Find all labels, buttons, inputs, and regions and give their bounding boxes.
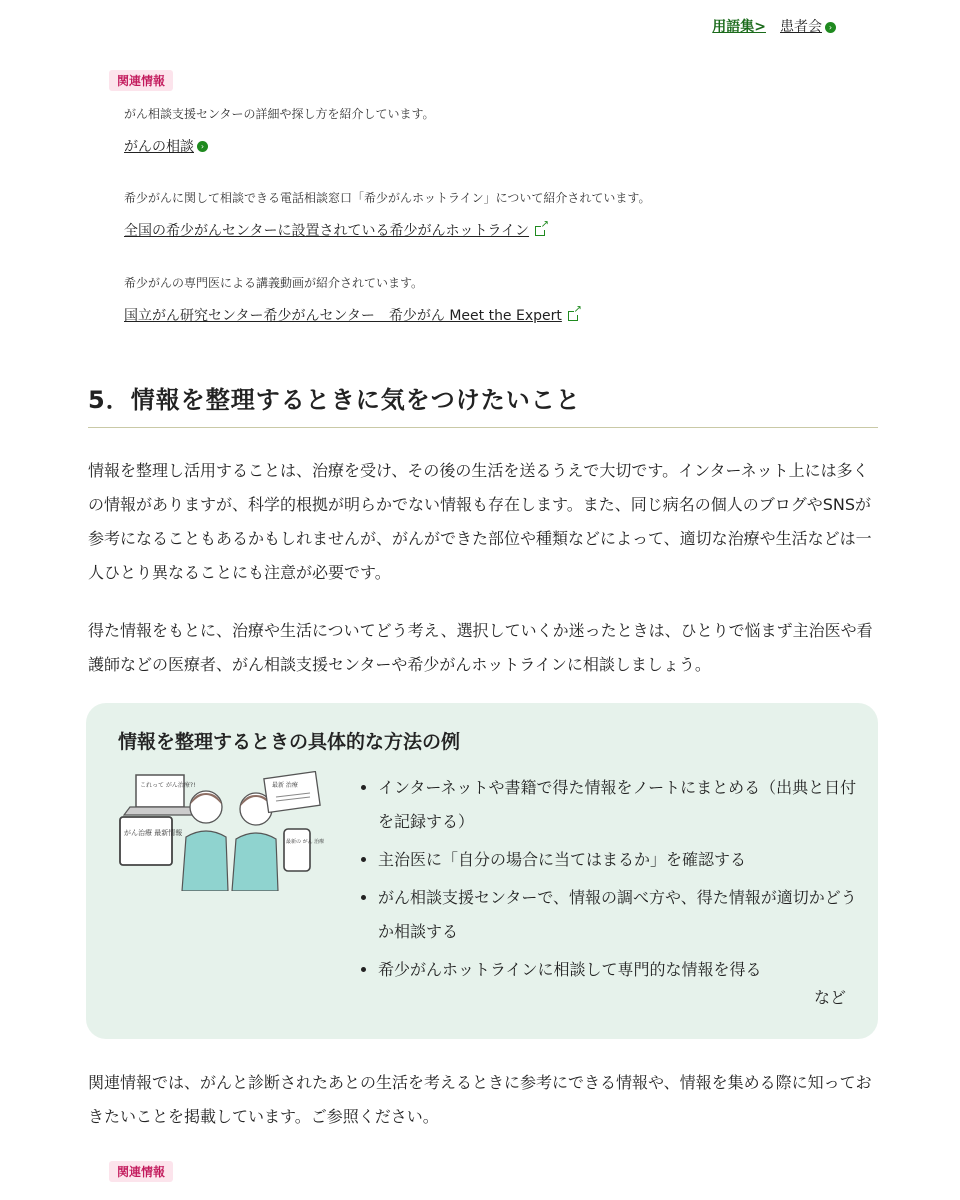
newspaper-icon: [264, 772, 320, 813]
people-researching-illustration: [116, 771, 336, 891]
cancer-consult-link[interactable]: がんの相談: [124, 139, 194, 155]
patients-link[interactable]: 患者会: [780, 19, 822, 35]
tips-note: など: [813, 988, 846, 1007]
list-item: • 主治医に「自分の場合に当てはまるか」を確認する: [378, 843, 868, 877]
glossary-link[interactable]: 用語集>: [712, 19, 766, 35]
svg-text:最新の がん 治療: 最新の がん 治療: [286, 839, 325, 845]
patients-link-wrap[interactable]: [780, 16, 836, 36]
svg-text:最新 治療: 最新 治療: [272, 782, 298, 789]
tips-box-title: 情報を整理するときの具体的な方法の例: [118, 731, 461, 753]
tips-box: [86, 703, 878, 1039]
paragraph-2: 得た情報をもとに、治療や生活についてどう考え、選択していくか迷ったときは、ひとりで悩まず主治医や看護師などの医療者、がん相談支援センターや希少がんホットラインに相談しましょう。: [88, 621, 873, 674]
tablet-icon: [120, 817, 182, 865]
laptop-icon: [124, 775, 196, 815]
external-link-icon: [568, 311, 578, 321]
person-1-icon: [182, 791, 228, 891]
list-item: • がん相談支援センターで、情報の調べ方や、得た情報が適切かどうか相談する: [378, 881, 868, 949]
tips-list: [356, 771, 868, 991]
related-link-row-3: [124, 305, 578, 325]
section-title: 5．情報を整理するときに気をつけたいこと: [88, 380, 878, 428]
related-info-tag-2: 関連情報: [109, 1161, 173, 1182]
rare-cancer-hotline-link[interactable]: 全国の希少がんセンターに設置されている希少がんホットライン: [124, 223, 530, 239]
arrow-right-icon: ›: [197, 141, 208, 152]
list-item: • 希少がんホットラインに相談して専門的な情報を得る: [378, 953, 868, 987]
paragraph-3: 関連情報では、がんと診断されたあとの生活を考えるときに参考にできる情報や、情報を集める際に知っておきたいことを掲載しています。ご参照ください。: [88, 1073, 872, 1126]
list-item: • インターネットや書籍で得た情報をノートにまとめる（出典と日付を記録する）: [378, 771, 868, 839]
svg-text:がん治療 最新情報: がん治療 最新情報: [124, 829, 183, 837]
arrow-right-icon: ›: [825, 22, 836, 33]
related-info-tag: 関連情報: [109, 70, 173, 91]
related-desc-2: 希少がんに関して相談できる電話相談窓口「希少がんホットライン」について紹介されています。: [124, 191, 651, 205]
related-link-row-2: [124, 220, 545, 240]
paragraph-1: 情報を整理し活用することは、治療を受け、その後の生活を送るうえで大切です。インターネット上には多くの情報がありますが、科学的根拠が明らかでない情報も存在します。また、同じ病名の個人のブログやSNSが参考になることもあるかもしれませんが、がんができた部位や種類などによって、適切な治療や生活などは一人ひとり異なることにも注意が必要です。: [88, 461, 872, 582]
related-desc-1: がん相談支援センターの詳細や探し方を紹介しています。: [124, 107, 435, 121]
related-desc-3: 希少がんの専門医による講義動画が紹介されています。: [124, 276, 424, 290]
svg-text:これって がん治療?!: これって がん治療?!: [140, 782, 196, 789]
related-link-row-1: [124, 136, 208, 156]
phone-icon: [284, 829, 324, 871]
meet-the-expert-link[interactable]: 国立がん研究センター希少がんセンター 希少がん Meet the Expert: [124, 308, 562, 324]
external-link-icon: [535, 226, 545, 236]
top-links: [712, 16, 836, 36]
